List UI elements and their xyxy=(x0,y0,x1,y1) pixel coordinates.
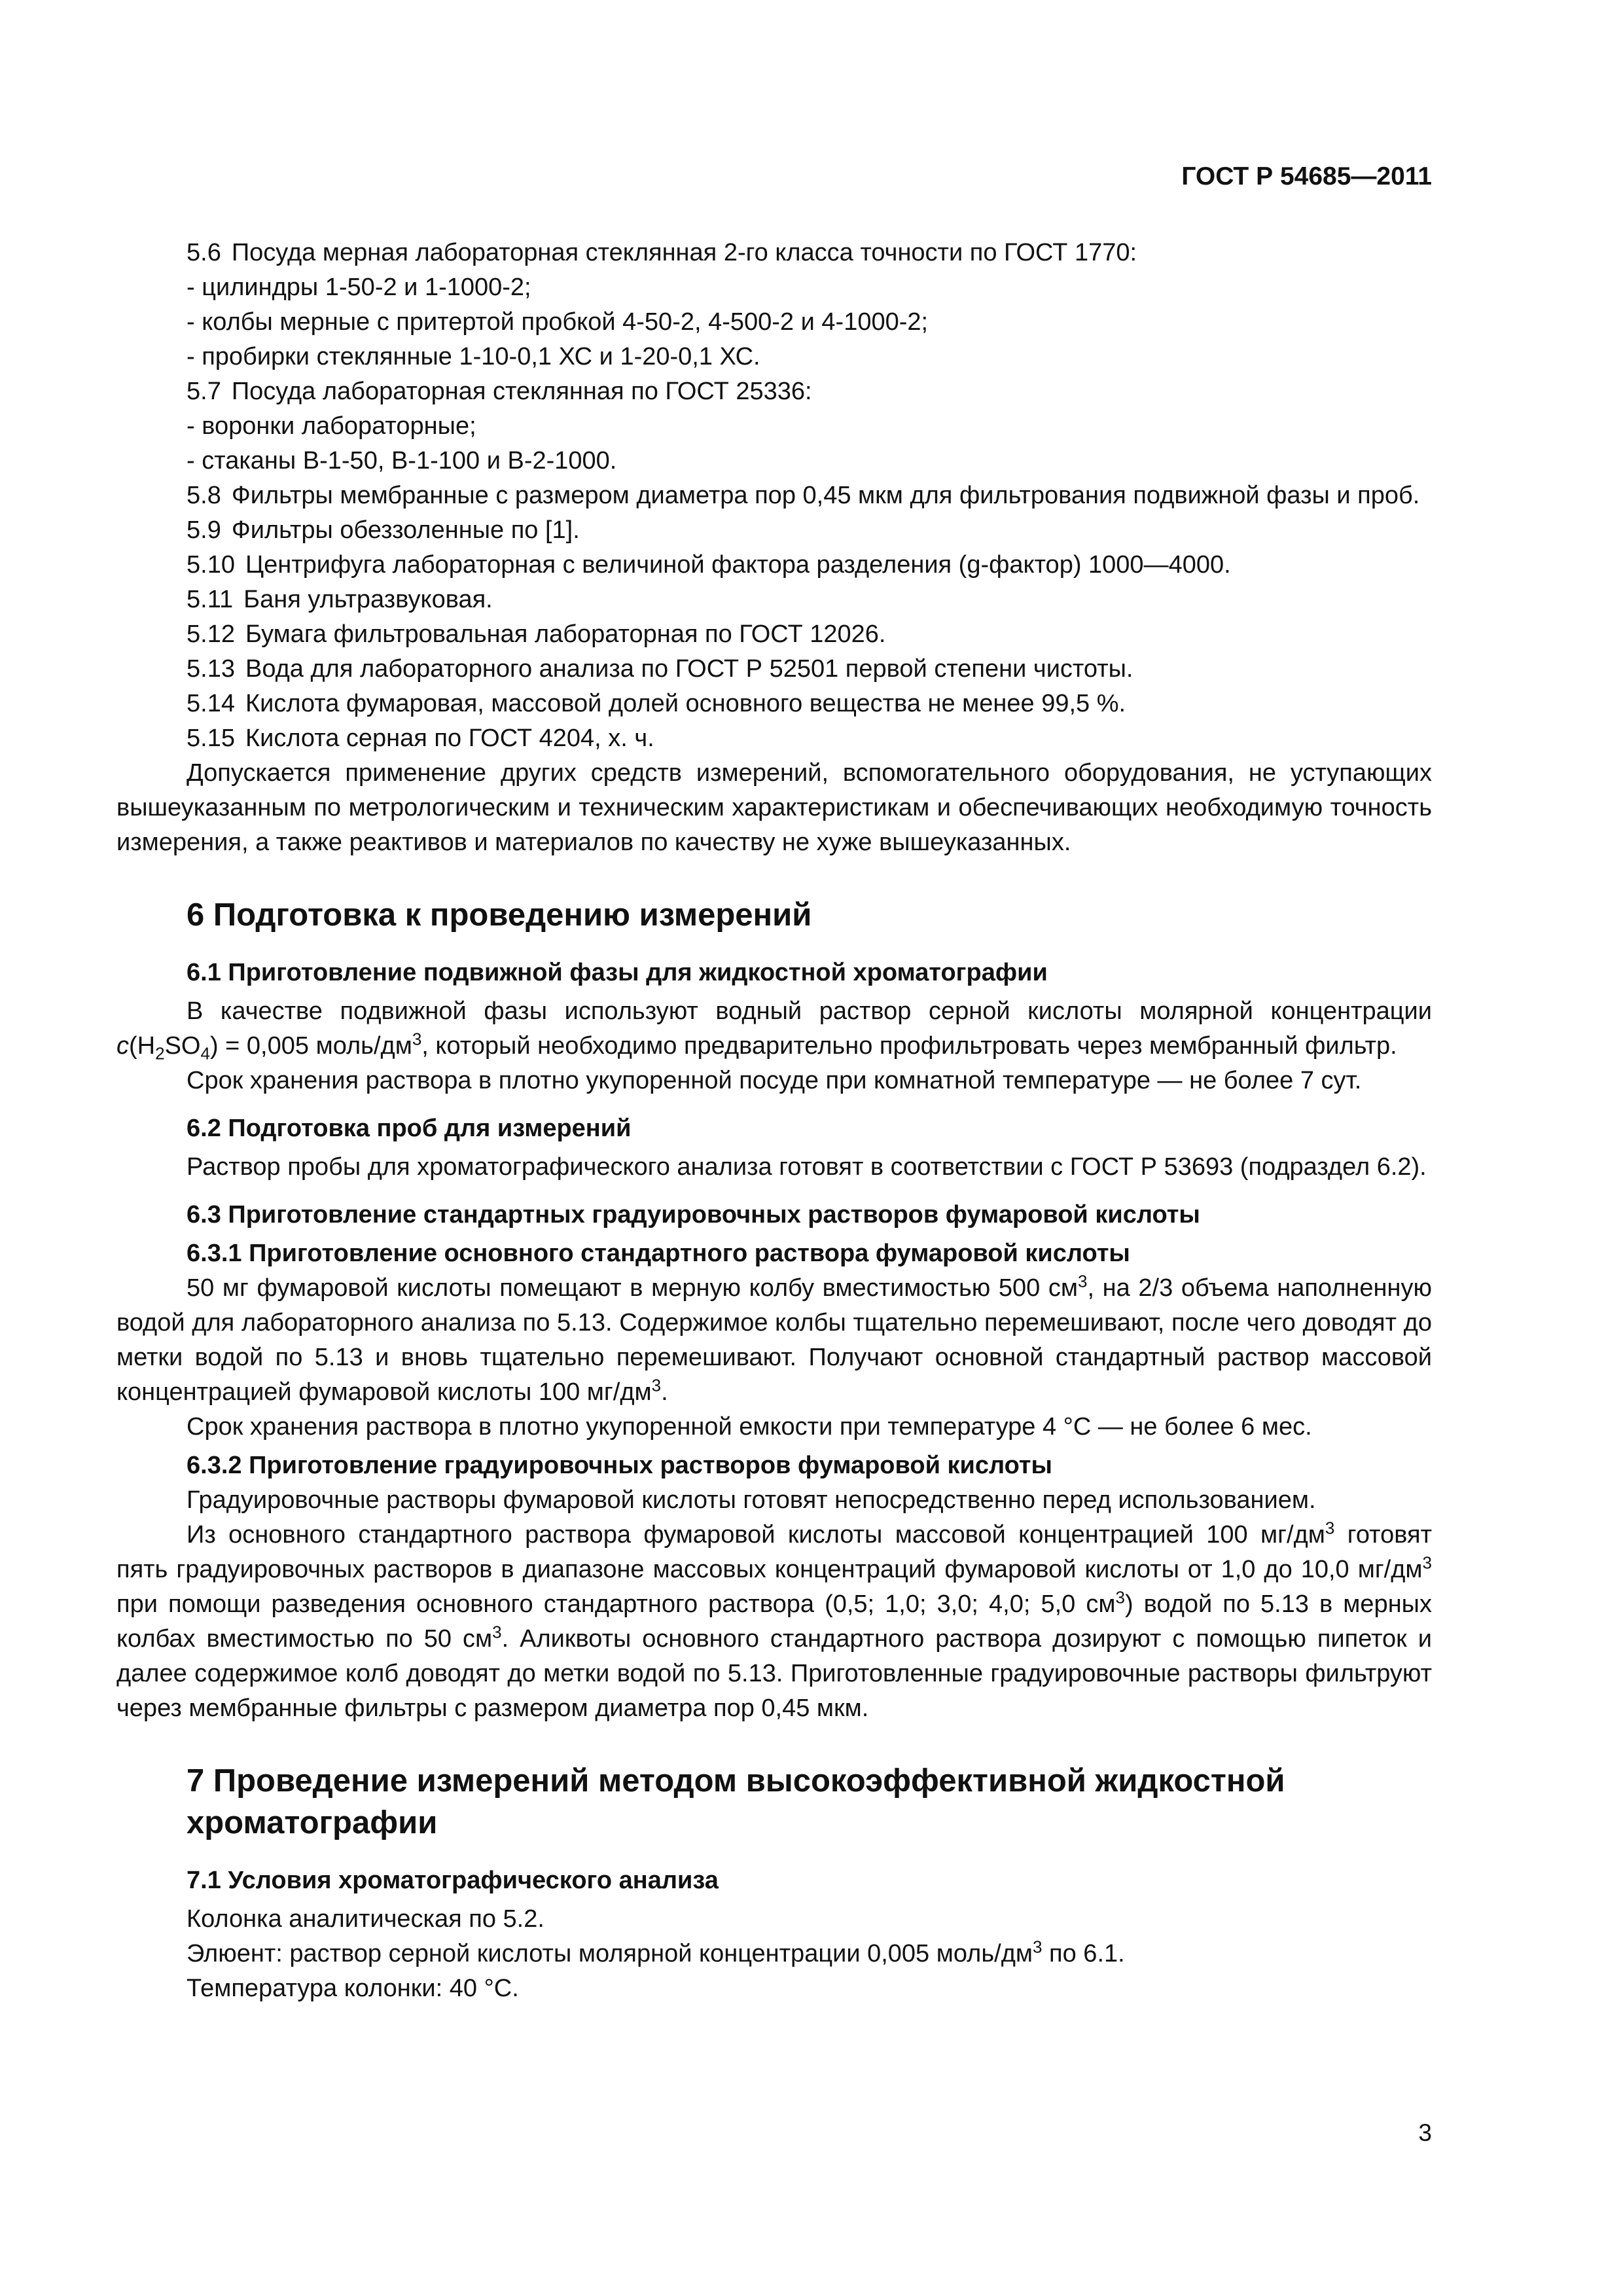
clause-5-13: 5.13 Вода для лабораторного анализа по ГОСТ Р 52501 первой степени чистоты. xyxy=(187,655,1133,683)
list-item: - колбы мерные с притертой пробкой 4-50-2, 4-500-2 и 4-1000-2; xyxy=(187,308,929,336)
paragraph-7-1-column: Колонка аналитическая по 5.2. xyxy=(187,1905,544,1933)
subsection-6-2-heading: 6.2 Подготовка проб для измерений xyxy=(187,1115,632,1142)
paragraph-6-2: Раствор пробы для хроматографического анализа готовят в соответствии с ГОСТ Р 53693 (подраздел 6.2). xyxy=(187,1153,1427,1181)
subsection-6-3-heading: 6.3 Приготовление стандартных градуировочных растворов фумаровой кислоты xyxy=(187,1201,1200,1229)
subsection-6-3-1-heading: 6.3.1 Приготовление основного стандартного раствора фумаровой кислоты xyxy=(187,1240,1130,1267)
list-item: - пробирки стеклянные 1-10-0,1 ХС и 1-20-0,1 ХС. xyxy=(187,343,760,370)
paragraph-6-3-1-storage: Срок хранения раствора в плотно укупоренной емкости при температуре 4 °С — не более 6 мес. xyxy=(187,1413,1312,1441)
list-item: - стаканы В-1-50, В-1-100 и В-2-1000. xyxy=(187,447,617,475)
paragraph-7-1-eluent: Элюент: раствор серной кислоты молярной концентрации 0,005 моль/$дм^3$ по 6.1. xyxy=(187,1937,1125,1967)
clause-5-9: 5.9 Фильтры обеззоленные по [1]. xyxy=(187,516,580,544)
clause-5-10: 5.10 Центрифуга лабораторная с величиной фактора разделения (g-фактор) 1000—4000. xyxy=(187,551,1231,579)
clause-5-14: 5.14 Кислота фумаровая, массовой долей основного вещества не менее 99,5 %. xyxy=(187,690,1126,717)
section-7-heading: 7 Проведение измерений методом высокоэффективной жидкостной хроматографии xyxy=(187,1763,1285,1840)
section-6-heading: 6 Подготовка к проведению измерений xyxy=(187,897,812,933)
subsection-6-3-2-heading: 6.3.2 Приготовление градуировочных растворов фумаровой кислоты xyxy=(187,1452,1052,1479)
equivalents-note: Допускается применение других средств измерений, вспомогательного оборудования, не уступающих вышеуказанным по метрологическим и техническим характеристикам и обеспечивающих необходимую точность измерения, а также реактивов и материалов по качеству не хуже вышеуказанных. xyxy=(116,759,1432,856)
paragraph-6-3-2-intro: Градуировочные растворы фумаровой кислоты готовят непосредственно перед использованием. xyxy=(187,1486,1316,1514)
subsection-6-1-heading: 6.1 Приготовление подвижной фазы для жидкостной хроматографии xyxy=(187,959,1048,986)
clause-5-15: 5.15 Кислота серная по ГОСТ 4204, х. ч. xyxy=(187,725,654,752)
paragraph-6-1-mobile-phase: В качестве подвижной фазы используют водный раствор серной кислоты молярной концентрации $c(H_2SO_4) = 0,005$ моль/$дм^3$, который необходимо предварительно профильтровать через мембранный фильтр. xyxy=(116,997,1432,1064)
clause-5-11: 5.11 Баня ультразвуковая. xyxy=(187,586,493,613)
paragraph-7-1-temperature: Температура колонки: 40 °С. xyxy=(187,1975,519,2002)
subsection-7-1-heading: 7.1 Условия хроматографического анализа xyxy=(187,1867,719,1894)
clause-5-8: 5.8 Фильтры мембранные с размером диаметра пор 0,45 мкм для фильтрования подвижной фазы и проб. xyxy=(187,482,1420,509)
clause-5-7: 5.7 Посуда лабораторная стеклянная по ГОСТ 25336: xyxy=(187,378,812,405)
paragraph-6-3-1-preparation: 50 мг фумаровой кислоты помещают в мерную колбу вместимостью 500 $см^3$, на 2/3 объема наполненную водой для лабораторного анализа по 5.13. Содержимое колбы тщательно перемешивают, после чего доводят до метки водой по 5.13 и вновь тщательно перемешивают. Получают основной стандартный раствор массовой концентрацией фумаровой кислоты 100 $мг/дм^3$. xyxy=(116,1271,1432,1406)
clause-5-12: 5.12 Бумага фильтровальная лабораторная по ГОСТ 12026. xyxy=(187,620,886,648)
list-item: - воронки лабораторные; xyxy=(187,412,476,440)
page-number: 3 xyxy=(1418,2119,1432,2146)
document-body xyxy=(116,236,1432,2006)
clause-5-6: 5.6 Посуда мерная лабораторная стеклянная 2-го класса точности по ГОСТ 1770: xyxy=(187,239,1137,266)
paragraph-6-3-2-dilution: Из основного стандартного раствора фумаровой кислоты массовой концентрацией 100 $мг/дм^3$ готовят пять градуировочных растворов в диапазоне массовых концентраций фумаровой кислоты от 1,0 до 10,0 $мг/дм^3$ при помощи разведения основного стандартного раствора (0,5; 1,0; 3,0; 4,0; 5,0 $см^3$) водой по 5.13 в мерных колбах вместимостью по 50 $см^3$. Аликвоты основного стандартного раствора дозируют с помощью пипеток и далее содержимое колб доводят до метки водой по 5.13. Приготовленные градуировочные растворы фильтруют через мембранные фильтры с размером диаметра пор 0,45 мкм. xyxy=(116,1518,1433,1722)
document-code: ГОСТ Р 54685—2011 xyxy=(1181,162,1432,190)
paragraph-6-1-storage: Срок хранения раствора в плотно укупоренной посуде при комнатной температуре — не более 7 сут. xyxy=(187,1067,1362,1094)
list-item: - цилиндры 1-50-2 и 1-1000-2; xyxy=(187,274,531,301)
